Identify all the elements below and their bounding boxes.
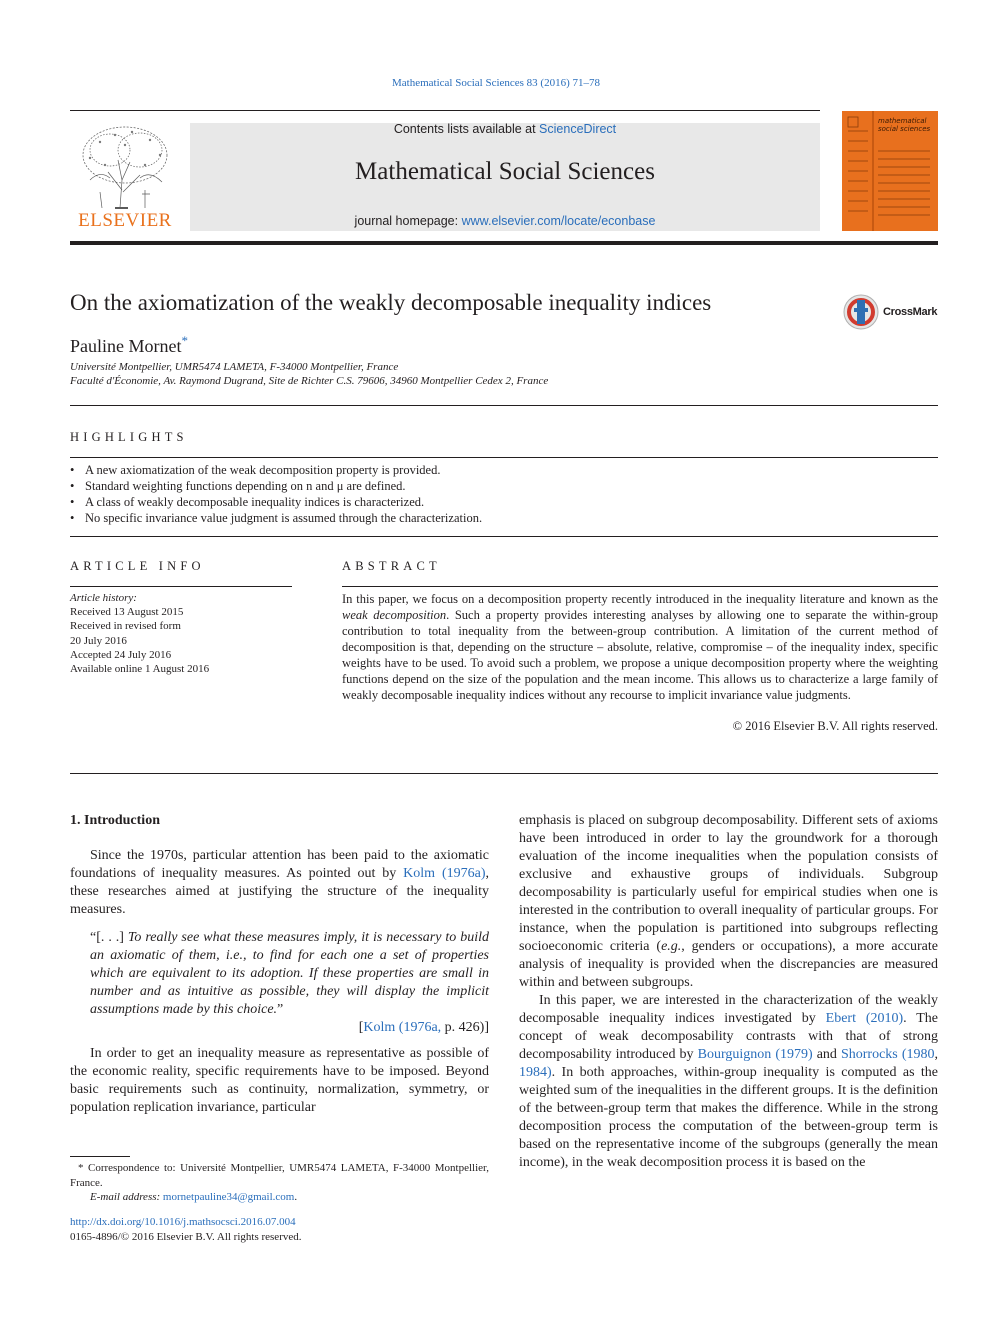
body-right-column: [519, 812, 938, 1172]
history-entry: 20 July 2016: [70, 634, 127, 647]
crossmark-badge[interactable]: [843, 294, 943, 332]
citation-link[interactable]: Kolm: [363, 1020, 396, 1035]
text-run: .: [294, 1191, 298, 1203]
text-run: , genders or occupations), a more accurate analysis of inequality is provided when the discrepancies are measured within and between subgroups.: [519, 939, 938, 990]
journal-title: Mathematical Social Sciences: [355, 158, 655, 185]
text-run: In this paper, we are interested in the characterization of the weakly decomposable inequality indices investigated by: [519, 993, 938, 1026]
sciencedirect-link[interactable]: ScienceDirect: [539, 122, 617, 136]
cover-title: mathematical social sciences: [878, 117, 931, 133]
highlights-rule: [70, 457, 938, 458]
quote-open: “[. . .]: [90, 930, 128, 945]
abstract-part: . Such a property provides interesting analyses by allowing one to separate the within-group contribution to total inequality from the between-group contribution. A limitation of the current method of decomposition is that, depending on the structure – absolute, relative, compromise – of the inequality index, specific weights have to be used. To avoid such a problem, we propose a unique decomposition property where the weighting functions depend on the size of the population and the mean income. This allows us to characterize a large family of weakly decomposable inequality indices without any recourse to implicit invariance value judgments.: [342, 608, 939, 702]
homepage-link[interactable]: www.elsevier.com/locate/econbase: [461, 214, 656, 228]
text-run: . The concept of weak decomposability contrasts with that of strong decomposability introduced by: [519, 1011, 939, 1062]
section-heading: 1. Introduction: [70, 813, 160, 828]
journal-homepage: [190, 214, 820, 228]
text-run: and: [812, 1047, 841, 1062]
article-title: On the axiomatization of the weakly decomposable inequality indices: [70, 290, 712, 315]
text-run: [: [358, 1020, 364, 1035]
highlights-heading: HIGHLIGHTS: [70, 430, 188, 444]
footnote-correspondence: [70, 1161, 489, 1190]
body-paragraph: In order to get an inequality measure as representative as possible of the economic reality, specific requirements have to be imposed. Beyond basic requirements such as continuity, normalization, symmetry, or population replication invariance, particular: [70, 1046, 489, 1115]
text-run: Since the 1970s, particular attention has been paid to the axiomatic foundations of inequality measures. As pointed out by: [70, 848, 489, 881]
body-paragraph: [519, 812, 938, 992]
body-paragraph: [70, 847, 489, 919]
abstract-part: In this paper, we focus on a decomposition property recently introduced in the inequality literature and known as the: [342, 592, 938, 606]
article-info-rule: [70, 586, 292, 587]
elsevier-wordmark: ELSEVIER: [78, 210, 172, 231]
text-run: , these researches aimed at justifying the structure of the inequality measures.: [70, 866, 490, 917]
email-label: E-mail address:: [90, 1191, 163, 1203]
citation-link[interactable]: (1976a,: [398, 1020, 442, 1035]
history-entry: Accepted 24 July 2016: [70, 648, 172, 661]
citation-link[interactable]: (1976a): [441, 866, 486, 881]
divider: [70, 773, 938, 774]
author-name-text: Pauline Mornet: [70, 336, 182, 356]
history-entry: Received 13 August 2015: [70, 606, 184, 619]
text-run: p. 426)]: [441, 1020, 489, 1035]
email-link[interactable]: mornetpauline34@gmail.com: [162, 1191, 295, 1203]
body-paragraph: [519, 992, 938, 1172]
article-history: [70, 591, 300, 676]
citation-link[interactable]: Kolm: [403, 866, 436, 881]
footnote-rule: [70, 1156, 130, 1157]
doi-link[interactable]: http://dx.doi.org/10.1016/j.mathsocsci.2016.07.004: [70, 1216, 296, 1228]
abstract-rule: [342, 586, 938, 587]
highlights-list: [70, 462, 938, 526]
header-thick-rule: [70, 241, 938, 245]
quote-close: ”: [277, 1002, 284, 1017]
homepage-prefix: journal homepage:: [354, 214, 462, 228]
affiliation-1: Université Montpellier, UMR5474 LAMETA, F-34000 Montpellier, France: [70, 361, 399, 373]
text-run: emphasis is placed on subgroup decomposability. Different sets of axioms have been introduced in order to lay the groundwork for a thorough evaluation of the income inequalities when the population consists of exclusive and exhaustive groups of individuals. Subgroup decomposability is particularly useful for empirical studies when one is interested in the contribution to overall inequality of particular groups. For instance, when the population is partitioned into subgroups reflecting socioeconomic criteria (: [519, 813, 938, 954]
quote-citation: [70, 1019, 489, 1037]
citation-link[interactable]: 1984): [519, 1065, 552, 1080]
author-name: [70, 333, 188, 357]
history-label: Article history:: [70, 592, 137, 604]
highlight-item: • A class of weakly decomposable inequality indices is characterized.: [70, 494, 938, 510]
citation-link[interactable]: Ebert: [825, 1011, 856, 1026]
highlight-item: • A new axiomatization of the weak decomposition property is provided.: [70, 462, 938, 478]
footnote: [70, 1161, 489, 1205]
crossmark-icon: [843, 294, 879, 330]
history-entry: Available online 1 August 2016: [70, 663, 210, 676]
text-emphasis: e.g.: [661, 939, 682, 954]
divider: [70, 536, 938, 537]
issn-line: 0165-4896/© 2016 Elsevier B.V. All rights reserved.: [70, 1230, 302, 1243]
contents-line: [190, 122, 820, 136]
citation-link[interactable]: (1979): [775, 1047, 813, 1062]
author-footnote-mark[interactable]: *: [181, 333, 188, 348]
citation-link[interactable]: Bourguignon: [697, 1047, 772, 1062]
highlight-item: • Standard weighting functions depending on n and μ are defined.: [70, 478, 938, 494]
abstract-copyright: © 2016 Elsevier B.V. All rights reserved.: [732, 719, 938, 733]
article-info-heading: ARTICLE INFO: [70, 559, 205, 573]
header-rule: [70, 110, 820, 111]
abstract-text: [342, 591, 938, 703]
abstract-heading: ABSTRACT: [342, 559, 441, 573]
doi-block: [70, 1215, 302, 1244]
body-left-column: [70, 812, 489, 1117]
footnote-mark: *: [78, 1162, 84, 1174]
history-entry: Received in revised form: [70, 620, 181, 633]
divider: [70, 405, 938, 406]
citation-link[interactable]: (1980: [901, 1047, 935, 1062]
text-run: . In both approaches, within-group inequality is computed as the weighted sum of the inequalities in the different groups. It is the definition of the between-group term that makes the difference. While in the strong decomposition process the computation of the between-group term is based on the representative income of the subgroups (generally the mean income), in the weak decomposition process it is based on the: [519, 1065, 938, 1170]
quote-text: To really see what these measures imply, it is necessary to build an axiomatic of them, i.e., to find for each one a set of properties which are equivalent to its adoption. If these properties are small in number and as intuitive as possible, they will display the implicit assumptions made by this choice.: [90, 930, 490, 1017]
affiliation-2: Faculté d'Économie, Av. Raymond Dugrand, Site de Richter C.S. 79606, 34960 Montpellier Cedex 2, France: [70, 375, 549, 387]
highlight-item: • No specific invariance value judgment is assumed through the characterization.: [70, 510, 938, 526]
contents-prefix: Contents lists available at: [393, 122, 540, 136]
spacer: [70, 1037, 489, 1045]
footnote-email-line: [70, 1190, 489, 1205]
text-run: ,: [934, 1047, 938, 1062]
crossmark-label: CrossMark: [883, 306, 938, 318]
journal-reference[interactable]: Mathematical Social Sciences 83 (2016) 71–78: [391, 77, 601, 89]
citation-link[interactable]: Shorrocks: [840, 1047, 898, 1062]
spacer: [70, 919, 489, 929]
abstract-emphasis: weak decomposition: [342, 608, 447, 622]
journal-cover-image[interactable]: [842, 111, 938, 231]
citation-link[interactable]: (2010): [865, 1011, 904, 1026]
block-quote: [90, 929, 489, 1019]
footnote-text: Correspondence to: Université Montpellier, UMR5474 LAMETA, F-34000 Montpellier, France.: [70, 1162, 489, 1189]
